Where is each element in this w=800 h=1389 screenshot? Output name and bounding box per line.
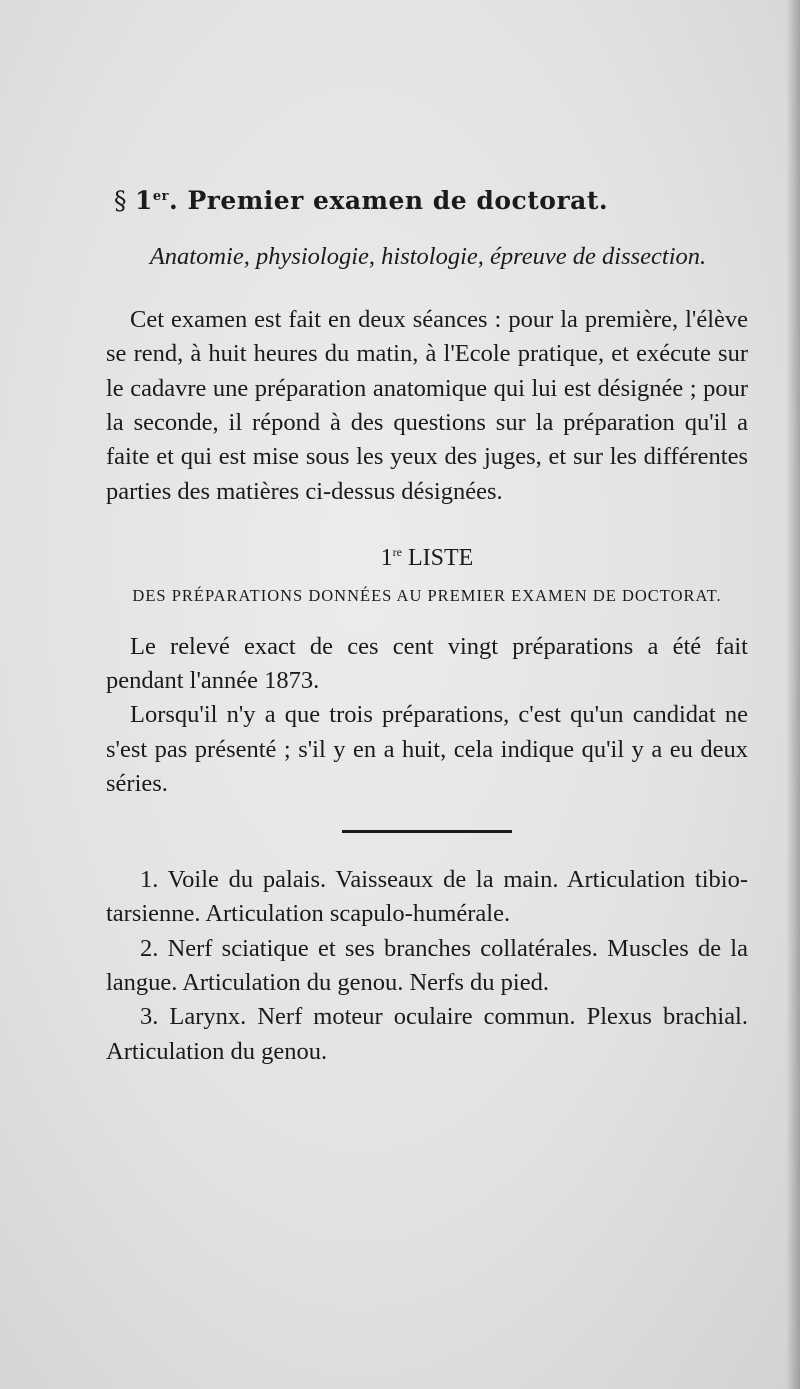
note-paragraph: Lorsqu'il n'y a que trois préparations, c'est qu'un candidat ne s'est pas présenté ; s'il y en a huit, cela indique qu'il y a eu deux séries. [106, 701, 748, 798]
section-sign: § [114, 186, 127, 215]
section-heading [106, 180, 748, 218]
section-subtitle: Anatomie, physiologie, histologie, épreuve de dissection. [149, 243, 707, 271]
list-title-text: LISTE [402, 545, 474, 572]
list-title [106, 535, 748, 575]
section-number: 1 [135, 186, 153, 215]
list-subtitle: DES PRÉPARATIONS DONNÉES AU PREMIER EXAMEN DE DOCTORAT. [132, 585, 722, 605]
separator-rule [342, 830, 512, 833]
list-item: 3. Larynx. Nerf moteur oculaire commun. Plexus brachial. Articulation du genou. [106, 1003, 748, 1065]
list-item: 2. Nerf sciatique et ses branches collatérales. Muscles de la langue. Articulation du genou. Nerfs du pied. [106, 934, 748, 996]
section-title: . Premier examen de doctorat. [169, 186, 609, 215]
list-number: 1 [380, 545, 393, 572]
page-text [106, 180, 748, 1069]
list-number-suffix: re [392, 545, 402, 560]
exam-description: Cet examen est fait en deux séances : pour la première, l'élève se rend, à huit heures du matin, à l'Ecole pratique, et exécute sur le cadavre une préparation anatomique qui lui est désignée ; pour la seconde, il répond à des questions sur la préparation qu'il a faite et qui est mise sous les yeux des juges, et sur les différentes parties des matières ci-dessus désignées. [106, 305, 748, 505]
list-item: 1. Voile du palais. Vaisseaux de la main. Articulation tibio-tarsienne. Articulation scapulo-humérale. [106, 865, 748, 928]
note-paragraph: Le relevé exact de ces cent vingt préparations a été fait pendant l'année 1873. [106, 632, 748, 695]
section-number-suffix: er [152, 189, 170, 204]
page-edge-shadow [786, 0, 800, 1389]
